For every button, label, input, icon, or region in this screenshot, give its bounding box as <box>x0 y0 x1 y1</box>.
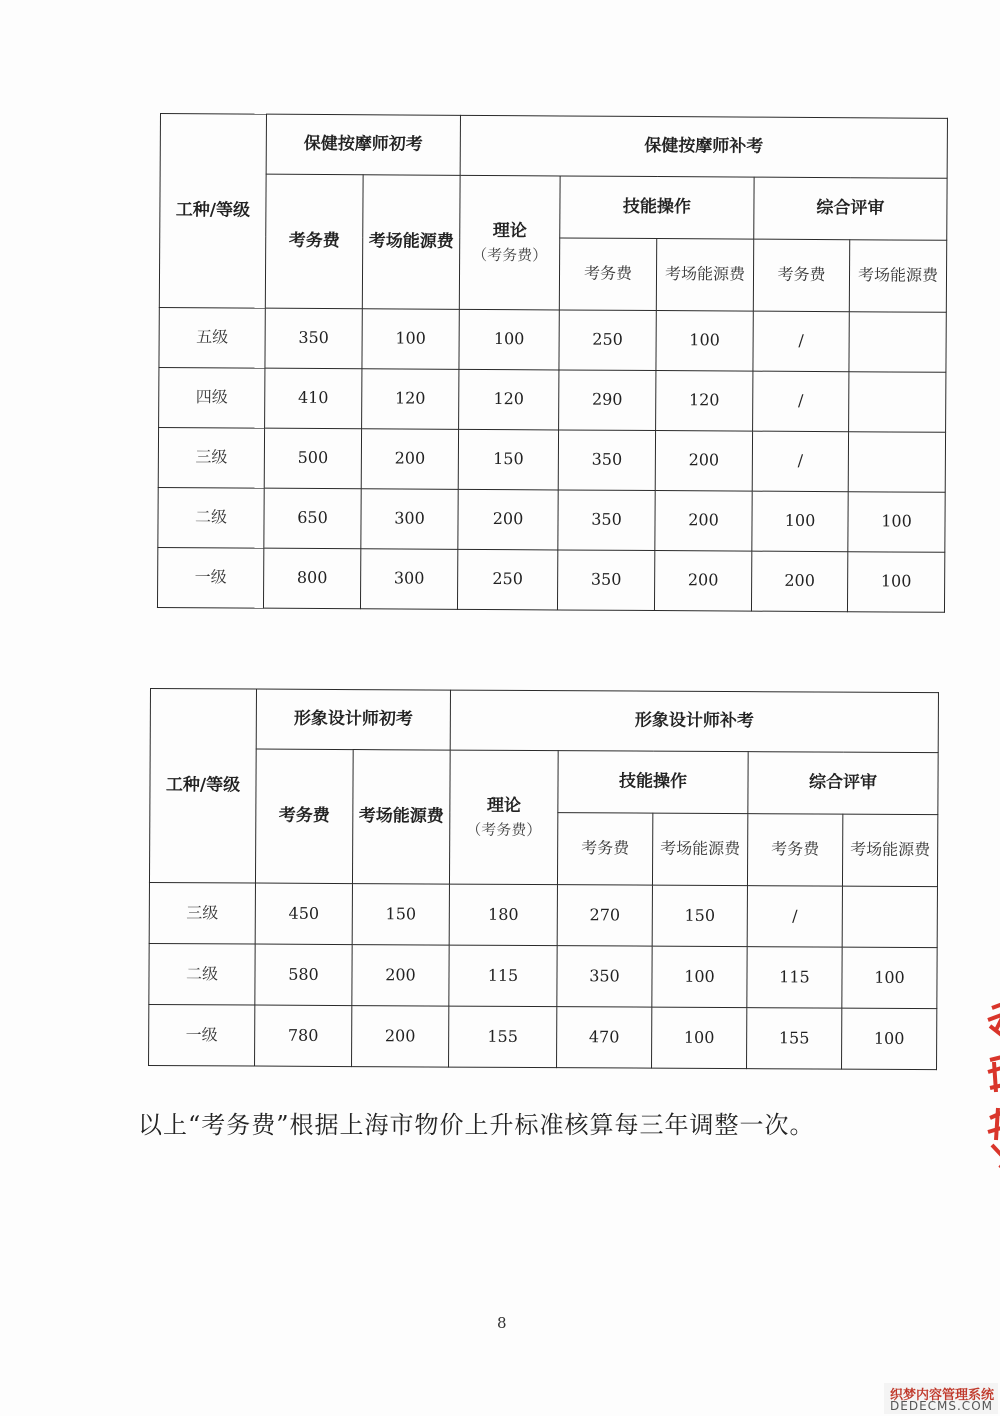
level-cell: 一级 <box>157 547 263 608</box>
review-energy-cell: 100 <box>842 947 937 1008</box>
massage-fee-table <box>157 113 948 613</box>
skill-exam-cell: 350 <box>557 946 652 1007</box>
table-row <box>159 307 946 372</box>
makeup-exam-header: 形象设计师补考 <box>450 690 938 753</box>
theory-label: 理论 <box>492 220 527 241</box>
review-energy-fee-header: 考场能源费 <box>849 240 946 313</box>
review-exam-cell: / <box>752 431 848 492</box>
skill-exam-fee-header: 考务费 <box>557 813 652 885</box>
skill-exam-cell: 350 <box>557 550 654 611</box>
theory-header <box>449 750 558 885</box>
skill-exam-fee-header: 考务费 <box>559 238 656 311</box>
dedecms-watermark <box>884 1383 998 1414</box>
red-seal-stamp <box>978 1000 1000 1170</box>
theory-cell: 180 <box>449 884 557 946</box>
theory-cell: 150 <box>458 429 558 490</box>
review-energy-cell: 100 <box>842 1008 937 1069</box>
review-exam-cell: / <box>747 886 842 947</box>
corner-header: 工种/等级 <box>159 114 266 309</box>
page-number: 8 <box>497 1314 507 1332</box>
review-exam-cell: / <box>753 311 849 372</box>
init-energy-cell: 120 <box>362 369 459 430</box>
review-energy-cell <box>849 312 946 373</box>
table-row <box>149 882 937 947</box>
skill-energy-cell: 120 <box>656 371 753 432</box>
init-exam-cell: 580 <box>255 944 352 1006</box>
init-energy-cell: 300 <box>361 489 458 550</box>
table-row <box>149 1004 937 1069</box>
review-header: 综合评审 <box>754 177 947 240</box>
init-energy-fee-header: 考场能源费 <box>362 175 460 310</box>
init-energy-cell: 150 <box>352 884 449 946</box>
skill-exam-cell: 290 <box>559 370 656 431</box>
level-cell: 三级 <box>149 882 255 944</box>
skill-energy-cell: 100 <box>652 1007 747 1068</box>
skill-energy-cell: 200 <box>655 491 752 552</box>
skill-energy-fee-header: 考场能源费 <box>652 813 747 885</box>
watermark-line2: DEDECMS.COM <box>890 1399 993 1413</box>
initial-exam-header: 形象设计师初考 <box>256 689 450 750</box>
skill-header: 技能操作 <box>558 751 748 814</box>
init-exam-fee-header: 考务费 <box>265 174 363 309</box>
review-exam-fee-header: 考务费 <box>747 814 842 886</box>
skill-energy-fee-header: 考场能源费 <box>656 239 753 312</box>
theory-header <box>459 175 560 310</box>
init-exam-cell: 450 <box>255 883 352 945</box>
corner-header: 工种/等级 <box>149 689 256 884</box>
theory-cell: 115 <box>449 945 557 1007</box>
skill-exam-cell: 350 <box>558 490 655 551</box>
review-energy-cell: 100 <box>848 492 945 553</box>
fee-adjustment-note: 以上“考务费”根据上海市物价上升标准核算每三年调整一次。 <box>138 1111 815 1139</box>
skill-energy-cell: 200 <box>655 431 752 492</box>
skill-header: 技能操作 <box>560 176 754 239</box>
init-exam-fee-header: 考务费 <box>255 749 353 884</box>
theory-label: 理论 <box>486 795 521 816</box>
review-exam-cell: / <box>753 371 849 432</box>
table-row <box>158 427 945 492</box>
review-header: 综合评审 <box>748 752 938 815</box>
skill-energy-cell: 100 <box>656 311 753 372</box>
table-row <box>158 487 945 552</box>
theory-cell: 250 <box>457 549 557 610</box>
review-energy-cell: 100 <box>847 552 944 613</box>
init-energy-cell: 200 <box>352 1006 449 1068</box>
init-energy-cell: 300 <box>360 549 457 610</box>
table-row <box>157 547 944 612</box>
init-exam-cell: 410 <box>265 368 362 429</box>
skill-energy-cell: 100 <box>652 946 747 1007</box>
level-cell: 一级 <box>149 1004 255 1066</box>
init-energy-fee-header: 考场能源费 <box>352 750 450 885</box>
level-cell: 五级 <box>159 307 265 368</box>
watermark-line1: 织梦内容管理系统 <box>890 1388 995 1403</box>
review-exam-cell: 200 <box>751 551 847 612</box>
init-energy-cell: 200 <box>352 945 449 1007</box>
initial-exam-header: 保健按摩师初考 <box>266 114 460 175</box>
init-exam-cell: 800 <box>263 548 360 609</box>
makeup-exam-header: 保健按摩师补考 <box>460 115 947 178</box>
review-exam-cell: 100 <box>752 491 848 552</box>
review-energy-cell <box>849 372 946 433</box>
init-exam-cell: 500 <box>264 428 361 489</box>
level-cell: 四级 <box>159 367 265 428</box>
init-energy-cell: 200 <box>361 429 458 490</box>
skill-exam-cell: 470 <box>557 1007 652 1068</box>
init-exam-cell: 650 <box>264 488 361 549</box>
review-exam-cell: 155 <box>747 1008 842 1069</box>
level-cell: 二级 <box>149 943 255 1005</box>
theory-cell: 120 <box>459 369 559 430</box>
review-exam-cell: 115 <box>747 947 842 1008</box>
init-exam-cell: 350 <box>265 308 362 369</box>
review-exam-fee-header: 考务费 <box>753 239 849 312</box>
level-cell: 二级 <box>158 487 264 548</box>
init-exam-cell: 780 <box>255 1005 352 1067</box>
theory-cell: 100 <box>459 309 559 370</box>
level-cell: 三级 <box>158 427 264 488</box>
table-row <box>149 943 937 1008</box>
review-energy-cell <box>842 886 937 947</box>
skill-exam-cell: 350 <box>558 430 655 491</box>
review-energy-cell <box>848 432 945 493</box>
theory-sub: （考务费） <box>472 245 548 265</box>
skill-energy-cell: 200 <box>654 551 751 612</box>
theory-sub: （考务费） <box>466 820 542 840</box>
theory-cell: 200 <box>458 489 558 550</box>
table-row <box>159 367 946 432</box>
image-design-fee-table <box>148 688 939 1070</box>
theory-cell: 155 <box>449 1006 557 1068</box>
review-energy-fee-header: 考场能源费 <box>842 814 937 886</box>
skill-exam-cell: 270 <box>557 885 652 946</box>
skill-exam-cell: 250 <box>559 310 656 371</box>
init-energy-cell: 100 <box>362 309 459 370</box>
skill-energy-cell: 150 <box>652 885 747 946</box>
